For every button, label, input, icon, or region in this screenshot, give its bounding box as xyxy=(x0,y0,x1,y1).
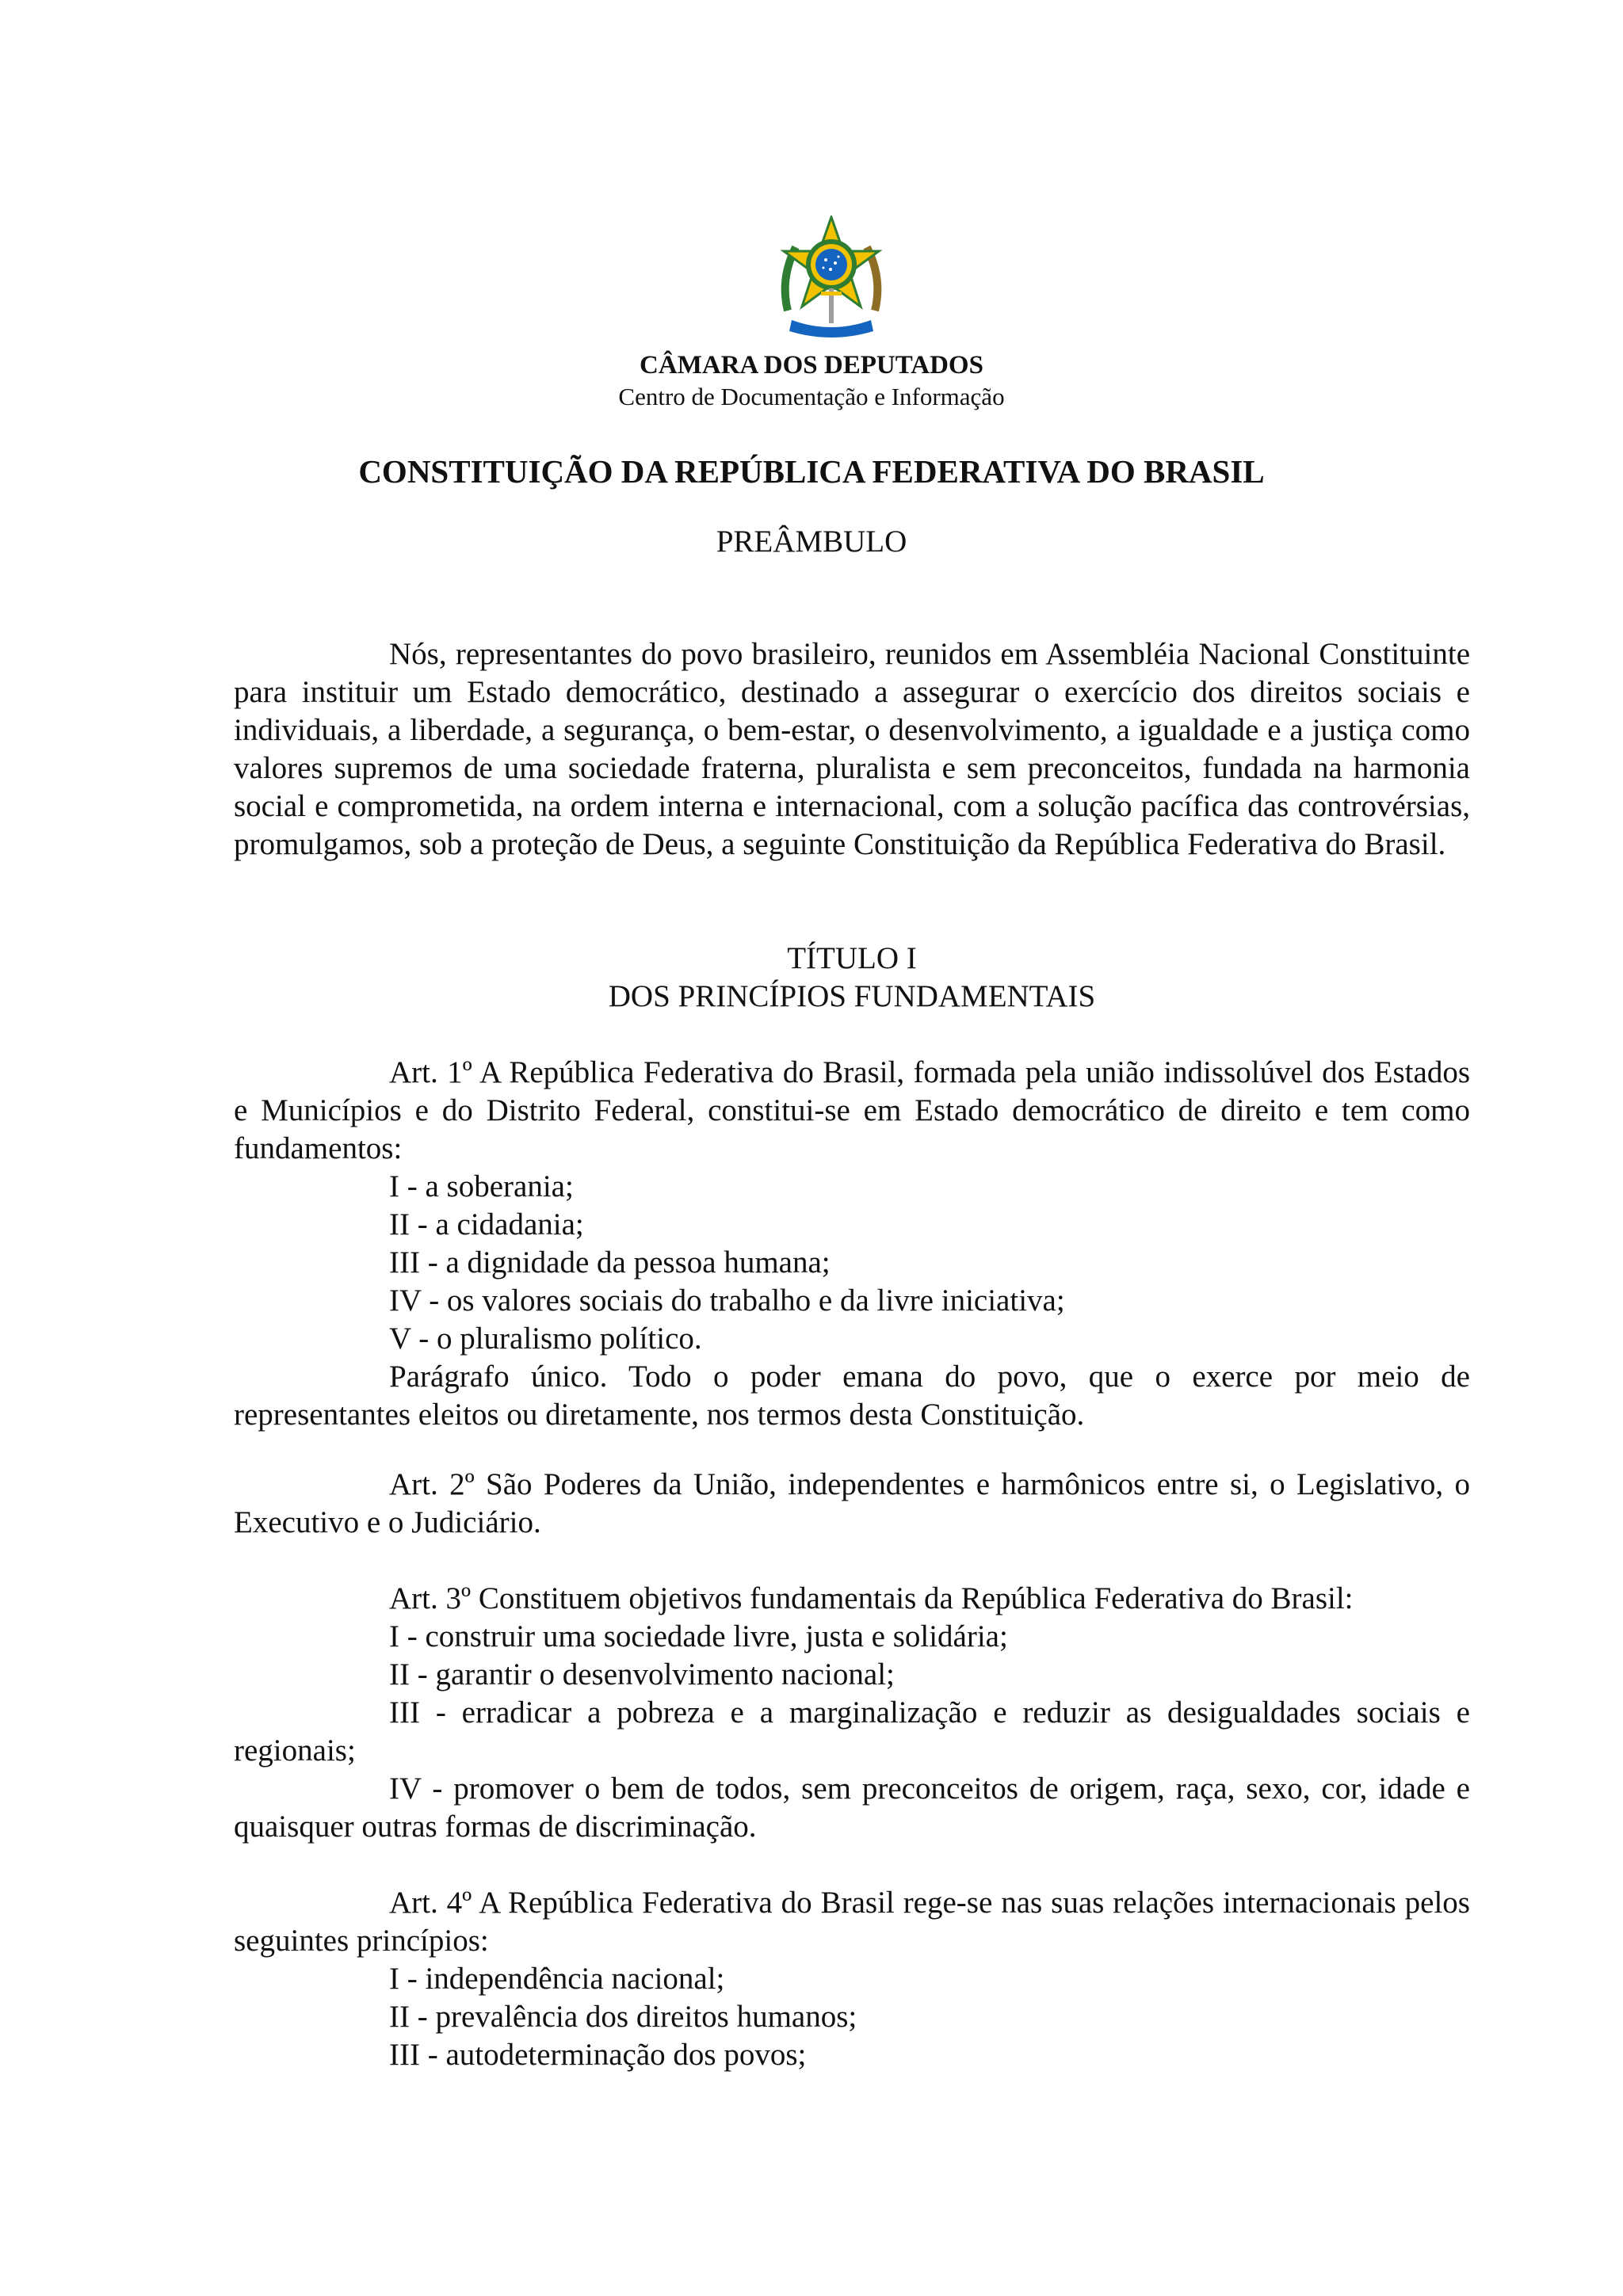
article-1-paragraph: Parágrafo único. Todo o poder emana do povo, que o exerce por meio de representantes eleitos ou diretamente, nos termos desta Constituição. xyxy=(234,1360,1470,1432)
title-one-heading: TÍTULO I xyxy=(787,941,917,975)
document-title: CONSTITUIÇÃO DA REPÚBLICA FEDERATIVA DO BRASIL xyxy=(358,453,1265,490)
article-1-item: V - o pluralismo político. xyxy=(389,1322,702,1356)
article-4-text: Art. 4º A República Federativa do Brasil rege-se nas suas relações internacionais pelos seguintes princípios: xyxy=(234,1886,1470,1958)
article-4-item: II - prevalência dos direitos humanos; xyxy=(389,2000,857,2034)
institution-name: CÂMARA DOS DEPUTADOS xyxy=(640,351,983,379)
article-1-item: II - a cidadania; xyxy=(389,1207,584,1241)
article-1-item: I - a soberania; xyxy=(389,1169,574,1203)
article-4-item: I - independência nacional; xyxy=(389,1962,725,1996)
article-2-text: Art. 2º São Poderes da União, independentes e harmônicos entre si, o Legislativo, o Executivo e o Judiciário. xyxy=(234,1467,1470,1539)
article-4-item: III - autodeterminação dos povos; xyxy=(389,2038,807,2072)
article-1-item: IV - os valores sociais do trabalho e da livre iniciativa; xyxy=(389,1283,1065,1318)
article-3-text: Art. 3º Constituem objetivos fundamentais da República Federativa do Brasil: xyxy=(389,1581,1354,1615)
title-one-subheading: DOS PRINCÍPIOS FUNDAMENTAIS xyxy=(608,979,1096,1013)
preamble-text: Nós, representantes do povo brasileiro, reunidos em Assembléia Nacional Constituinte para instituir um Estado democrático, destinado a assegurar o exercício dos direitos sociais e individuais, a liberdade, a segurança, o bem-estar, o desenvolvimento, a igualdade e a justiça como valores supremos de uma sociedade fraterna, pluralista e sem preconceitos, fundada na harmonia social e comprometida, na ordem interna e internacional, com a solução pacífica das controvérsias, promulgamos, sob a proteção de Deus, a seguinte Constituição da República Federativa do Brasil. xyxy=(234,637,1470,861)
article-1-text: Art. 1º A República Federativa do Brasil, formada pela união indissolúvel dos Estados e Municípios e do Distrito Federal, constitui-se em Estado democrático de direito e tem como fundamentos: xyxy=(234,1055,1470,1165)
article-3-item: II - garantir o desenvolvimento nacional; xyxy=(389,1657,895,1691)
article-3-item: III - erradicar a pobreza e a marginalização e reduzir as desigualdades sociais e regionais; xyxy=(234,1695,1470,1768)
article-3-item: I - construir uma sociedade livre, justa e solidária; xyxy=(389,1619,1008,1653)
article-1-item: III - a dignidade da pessoa humana; xyxy=(389,1245,831,1280)
preamble-heading: PREÂMBULO xyxy=(716,524,907,559)
department-name: Centro de Documentação e Informação xyxy=(618,383,1005,410)
brazil-coat-of-arms-icon xyxy=(772,215,891,342)
article-3-item: IV - promover o bem de todos, sem preconceitos de origem, raça, sexo, cor, idade e quaisquer outras formas de discriminação. xyxy=(234,1772,1470,1844)
